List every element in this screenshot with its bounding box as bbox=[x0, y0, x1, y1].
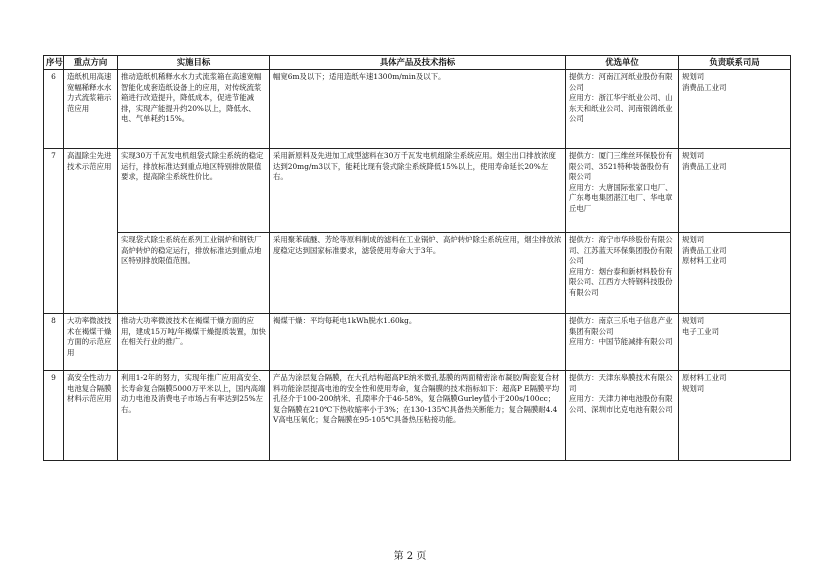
unit-user: 应用方：中国节能减排有限公司 bbox=[569, 337, 673, 347]
col-header-unit: 优选单位 bbox=[566, 56, 679, 70]
unit-user: 应用方：大唐国际张家口电厂、广东粤电集团湛江电厂、华电章丘电厂 bbox=[569, 182, 673, 213]
row-direction: 造纸机用高速宽幅稀释水水力式流浆箱示范应用 bbox=[64, 70, 118, 149]
page-number: 第 2 页 bbox=[393, 551, 427, 562]
row-units bbox=[566, 70, 679, 149]
row-goal: 实现袋式除尘系统在系列工业锅炉和钢铁厂高炉转炉的稳定运行，排放标准达到重点地区特别排放限值范围。 bbox=[118, 233, 270, 314]
unit-user: 应用方：天津力神电池股份有限公司、深圳市比克电池有限公司 bbox=[569, 394, 673, 414]
dept-item: 消费品工业司 bbox=[682, 161, 727, 171]
dept-item: 规划司 bbox=[682, 151, 705, 160]
dept-item: 规划司 bbox=[682, 72, 705, 81]
row-direction: 大功率微波技术在褐煤干燥方面的示范应用 bbox=[64, 314, 118, 371]
dept-item: 电子工业司 bbox=[682, 326, 719, 336]
table-row bbox=[44, 70, 791, 149]
row-units bbox=[566, 314, 679, 371]
unit-provider: 提供方：河南江河纸业股份有限公司 bbox=[569, 72, 673, 92]
col-header-goal: 实施目标 bbox=[118, 56, 270, 70]
row-goal: 实现30万千瓦发电机组袋式除尘系统的稳定运行，排放标准达到重点地区特别排放限值要求，提高除尘系统性价比。 bbox=[118, 149, 270, 233]
row-spec: 幅宽6m及以下；适用造纸车速1300m/min及以下。 bbox=[270, 70, 566, 149]
row-depts bbox=[679, 233, 791, 314]
dept-item: 消费品工业司 bbox=[682, 245, 727, 255]
row-number: 8 bbox=[44, 314, 64, 371]
row-depts bbox=[679, 314, 791, 371]
row-number: 7 bbox=[44, 149, 64, 314]
unit-provider: 提供方：南京三乐电子信息产业集团有限公司 bbox=[569, 316, 673, 336]
col-header-dept: 负责联系司局 bbox=[679, 56, 791, 70]
table-row bbox=[44, 149, 791, 233]
row-goal: 推动造纸机稀释水水力式流浆箱在高速宽幅智能化成套造纸设备上的应用，对传统流浆箱进行改造提升，降低成本，促进节能减排，实现产能提升约20%以上，降低水、电、气单耗约15%。 bbox=[118, 70, 270, 149]
col-header-direction: 重点方向 bbox=[64, 56, 118, 70]
unit-user: 应用方：浙江华宇纸业公司、山东天和纸业公司、河南银鸽纸业公司 bbox=[569, 93, 673, 124]
dept-item: 规划司 bbox=[682, 383, 705, 393]
row-units bbox=[566, 371, 679, 461]
row-spec: 采用聚苯硫醚、芳纶等原料制成的滤料在工业锅炉、高炉转炉除尘系统应用，烟尘排放浓度稳定达到国家标准要求，滤袋使用寿命大于3年。 bbox=[270, 233, 566, 314]
dept-item: 原材料工业司 bbox=[682, 256, 727, 266]
row-number: 9 bbox=[44, 371, 64, 461]
dept-item: 原材料工业司 bbox=[682, 373, 727, 382]
dept-item: 消费品工业司 bbox=[682, 82, 727, 92]
unit-provider: 提供方：海宁市华珍股份有限公司、江苏蓝天环保集团股份有限公司 bbox=[569, 235, 673, 266]
row-number: 6 bbox=[44, 70, 64, 149]
row-depts bbox=[679, 371, 791, 461]
row-goal: 利用1-2年的努力，实现年推广应用高安全、长寿命复合隔膜5000万平米以上，国内高端动力电池及消费电子市场占有率达到25%左右。 bbox=[118, 371, 270, 461]
unit-provider: 提供方：厦门三维丝环保股份有限公司、3521特种装备股份有限公司 bbox=[569, 151, 673, 182]
row-direction: 高温除尘先进技术示范应用 bbox=[64, 149, 118, 314]
unit-user: 应用方：烟台泰和新材料股份有限公司、江西方大特钢科技股份有限公司 bbox=[569, 266, 673, 297]
row-depts bbox=[679, 70, 791, 149]
unit-provider: 提供方：天津东皋膜技术有限公司 bbox=[569, 373, 673, 393]
table-row bbox=[44, 371, 791, 461]
col-header-spec: 具体产品及技术指标 bbox=[270, 56, 566, 70]
col-header-no: 序号 bbox=[44, 56, 64, 70]
row-spec: 产品为涂层复合隔膜，在大孔结构超高PE纳米微孔基膜的两面精密涂布凝胶/陶瓷复合材料功能涂层提高电池的安全性和使用寿命，复合隔膜的技术指标如下：超高P E隔膜平均孔径介于100-200纳米、孔隙率介于46-58%，复合隔膜Gurley值小于200s/100cc；复合隔膜在210℃下热收缩率小于3%；在130-135℃具备热关断能力；复合隔膜耐4.4V高电压氧化；复合隔膜在95-105℃具备热压粘接功能。 bbox=[270, 371, 566, 461]
row-spec: 采用新原料及先进加工成型滤料在30万千瓦发电机组除尘系统应用。烟尘出口排放浓度达到20mg/m3以下，能耗比现有袋式除尘系统降低15%以上，使用寿命延长20%左右。 bbox=[270, 149, 566, 233]
dept-item: 规划司 bbox=[682, 235, 705, 244]
dept-item: 规划司 bbox=[682, 316, 705, 325]
row-spec: 褐煤干燥：平均每耗电1kWh脱水1.60kg。 bbox=[270, 314, 566, 371]
policy-table bbox=[43, 55, 791, 461]
table-row bbox=[44, 314, 791, 371]
row-units bbox=[566, 233, 679, 314]
row-depts bbox=[679, 149, 791, 233]
row-units bbox=[566, 149, 679, 233]
row-goal: 推动大功率微波技术在褐煤干燥方面的应用，建成15万吨/年褐煤干燥提质装置，加快在相关行业的推广。 bbox=[118, 314, 270, 371]
row-direction: 高安全性动力电池复合隔膜材料示范应用 bbox=[64, 371, 118, 461]
table-header-row bbox=[44, 56, 791, 70]
table-row bbox=[44, 233, 791, 314]
